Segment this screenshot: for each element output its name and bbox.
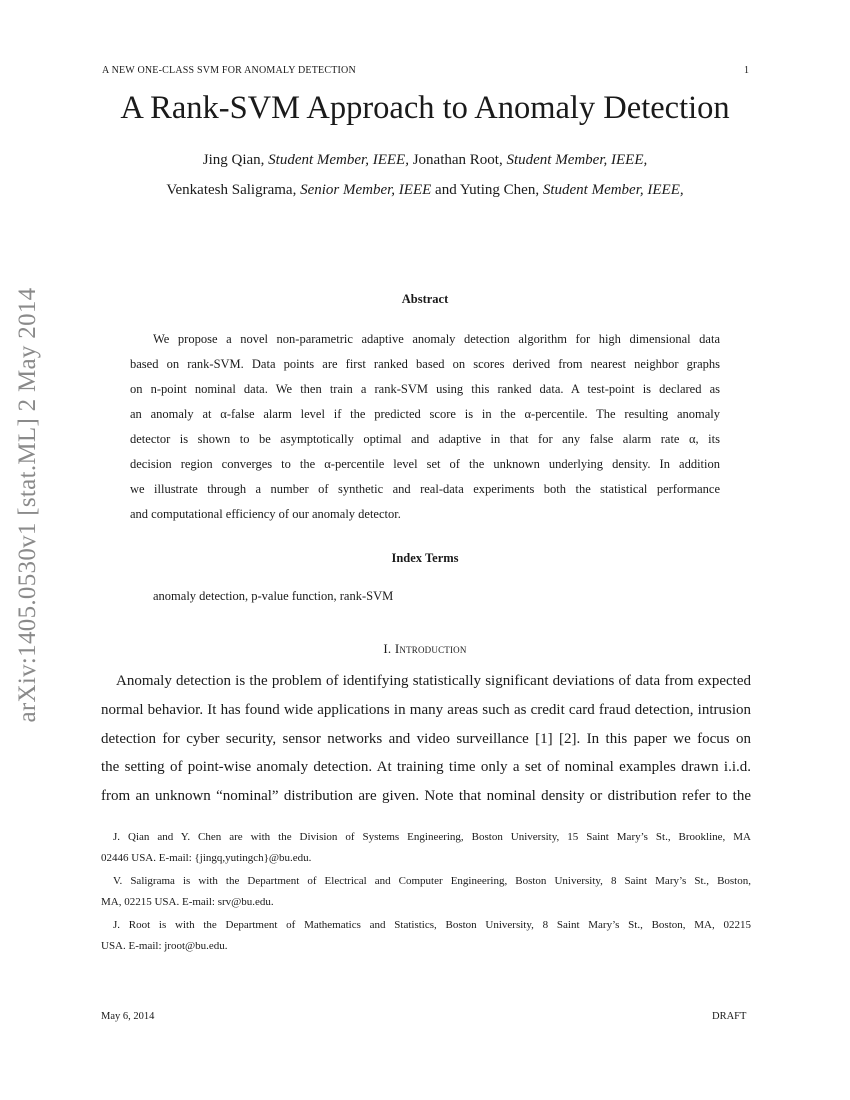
author-affiliation: Senior Member, IEEE (300, 182, 432, 198)
abstract-line: on n-point nominal data. We then train a rank-SVM using this ranked data. A test-point is declared as (130, 382, 720, 396)
footnote-line: J. Qian and Y. Chen are with the Division of Systems Engineering, Boston University, 15 Saint Mary’s St., Brookline, MA (113, 831, 751, 843)
arxiv-stamp-text: arXiv:1405.0530v1 [stat.ML] 2 May 2014 (14, 287, 41, 723)
body-line: Anomaly detection is the problem of identifying statistically significant deviations of data from expected (116, 673, 751, 689)
author-affiliation: Student Member, IEEE, (268, 152, 409, 168)
arxiv-stamp (8, 265, 48, 745)
footnote-line: MA, 02215 USA. E-mail: srv@bu.edu. (101, 896, 274, 908)
abstract-line: detector is shown to be asymptotically optimal and adaptive in that for any false alarm rate α, its (130, 432, 720, 446)
section-numeral: I. (383, 641, 392, 656)
body-line: from an unknown “nominal” distribution are given. Note that nominal density or distribution refer to the (101, 788, 751, 804)
paper-title: A Rank-SVM Approach to Anomaly Detection (120, 90, 730, 126)
abstract-line: and computational efficiency of our anomaly detector. (130, 507, 401, 521)
abstract-line: We propose a novel non-parametric adaptive anomaly detection algorithm for high dimensional data (153, 332, 720, 346)
page-number: 1 (744, 65, 749, 76)
author-name: and Yuting Chen, (431, 182, 543, 198)
section-heading (0, 641, 850, 657)
footnote-line: USA. E-mail: jroot@bu.edu. (101, 940, 228, 952)
footnote-line: V. Saligrama is with the Department of Electrical and Computer Engineering, Boston University, 8 Saint Mary’s St., Boston, (113, 875, 751, 887)
abstract-heading: Abstract (401, 292, 449, 306)
author-line-1 (0, 152, 850, 169)
author-line-2 (0, 182, 850, 199)
index-terms-text: anomaly detection, p-value function, rank-SVM (153, 589, 394, 603)
running-head: A NEW ONE-CLASS SVM FOR ANOMALY DETECTION (102, 65, 356, 76)
author-affiliation: Student Member, IEEE, (542, 182, 684, 198)
index-terms-heading: Index Terms (391, 551, 459, 565)
footnote-line: 02446 USA. E-mail: {jingq,yutingch}@bu.edu. (101, 852, 312, 864)
author-name: Venkatesh Saligrama, (166, 182, 301, 198)
abstract-line: we illustrate through a number of synthetic and real-data experiments both the statistical performance (130, 482, 720, 496)
body-line: normal behavior. It has found wide applications in many areas such as credit card fraud detection, intrusion (101, 702, 751, 718)
footer-status: DRAFT (712, 1011, 747, 1022)
body-line: the setting of point-wise anomaly detection. At training time only a set of nominal examples drawn i.i.d. (101, 759, 751, 775)
author-name: Jing Qian, (202, 152, 269, 168)
footer-date: May 6, 2014 (101, 1011, 155, 1022)
abstract-line: decision region converges to the α-percentile level set of the unknown underlying density. In addition (130, 457, 720, 471)
abstract-line: based on rank-SVM. Data points are first ranked based on scores derived from nearest neighbor graphs (130, 357, 720, 371)
abstract-line: an anomaly at α-false alarm level if the predicted score is in the α-percentile. The resulting anomaly (130, 407, 720, 421)
body-line: detection for cyber security, sensor networks and video surveillance [1] [2]. In this paper we focus on (101, 731, 751, 747)
author-name: Jonathan Root, (408, 152, 507, 168)
section-title: Introduction (394, 641, 467, 656)
footnote-line: J. Root is with the Department of Mathematics and Statistics, Boston University, 8 Saint Mary’s St., Boston, MA, 02215 (113, 919, 751, 931)
author-affiliation: Student Member, IEEE, (506, 152, 648, 168)
